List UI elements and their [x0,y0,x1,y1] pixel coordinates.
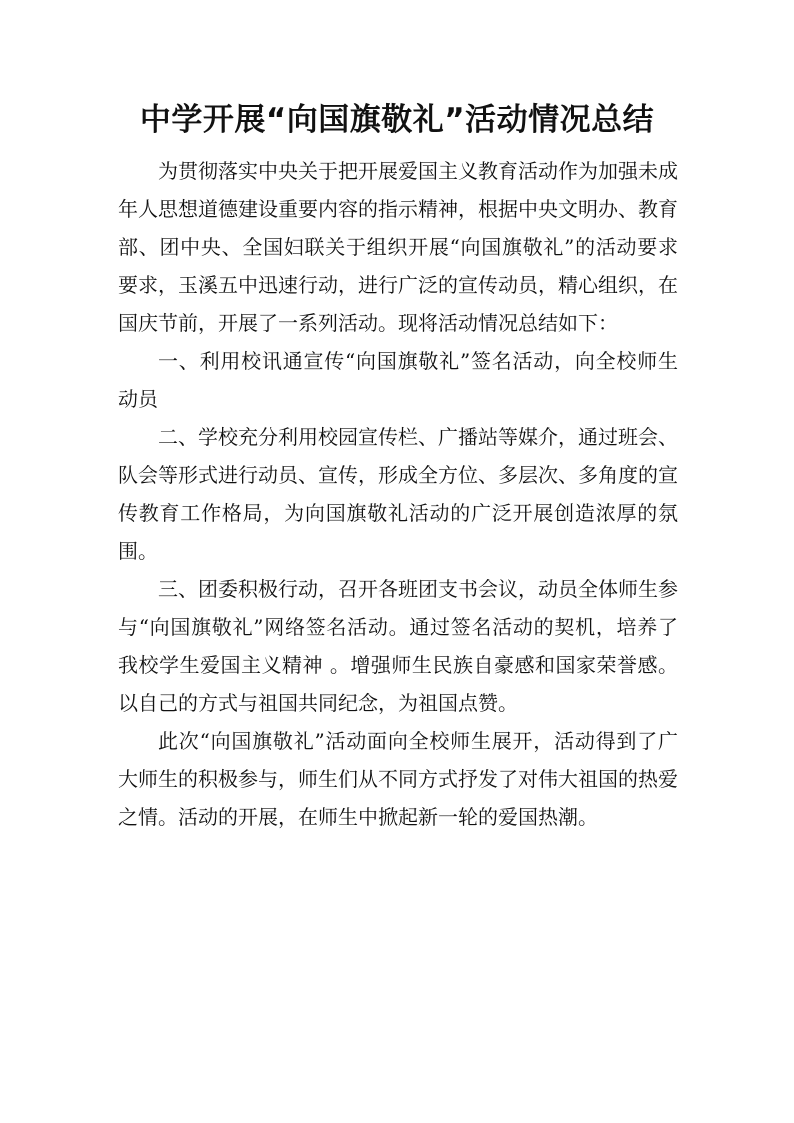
document-title: 中学开展“向国旗敬礼”活动情况总结 [139,102,655,138]
paragraph-item-2: 二、学校充分利用校园宣传栏、广播站等媒介，通过班会、队会等形式进行动员、宣传，形成全方位、多层次、多角度的宣传教育工作格局，为向国旗敬礼活动的广泛开展创造浓厚的氛围。 [118,425,678,563]
paragraph-conclusion: 此次“向国旗敬礼”活动面向全校师生展开，活动得到了广大师生的积极参与，师生们从不同方式抒发了对伟大祖国的热爱之情。活动的开展，在师生中掀起新一轮的爱国热潮。 [118,729,678,829]
paragraph-item-1: 一、利用校讯通宣传“向国旗敬礼”签名活动，向全校师生动员 [118,349,678,411]
paragraph-intro: 为贯彻落实中央关于把开展爱国主义教育活动作为加强未成年人思想道德建设重要内容的指示精神，根据中央文明办、教育部、团中央、全国妇联关于组织开展“向国旗敬礼”的活动要求要求，玉溪五中迅速行动，进行广泛的宣传动员，精心组织，在国庆节前，开展了一系列活动。现将活动情况总结如下： [118,159,678,335]
paragraph-item-3: 三、团委积极行动，召开各班团支书会议，动员全体师生参与“向国旗敬礼”网络签名活动。通过签名活动的契机，培养了我校学生爱国主义精神 。增强师生民族自豪感和国家荣誉感。以自己的方式与祖国共同纪念，为祖国点赞。 [118,577,678,715]
document-body [118,152,678,836]
